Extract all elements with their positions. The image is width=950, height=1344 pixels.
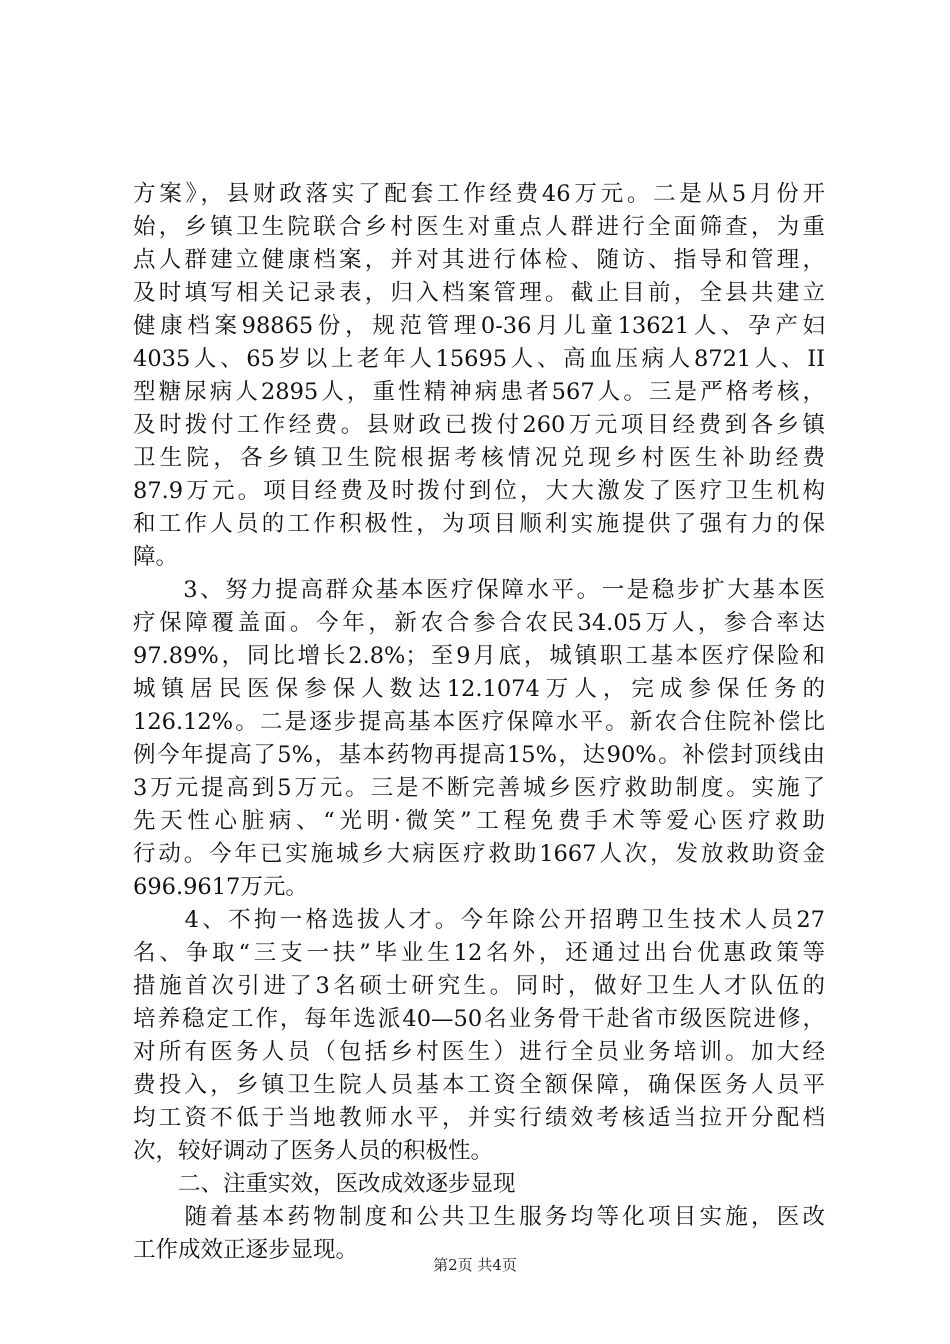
text-line: 及时填写相关记录表，归入档案管理。截止目前，全县共建立 bbox=[133, 280, 825, 306]
section-heading: 二、注重实效，医改成效逐步显现 bbox=[133, 1171, 516, 1197]
text-line: 费投入，乡镇卫生院人员基本工资全额保障，确保医务人员平 bbox=[133, 1072, 825, 1098]
text-line: 疗保障覆盖面。今年，新农合参合农民34.05万人，参合率达 bbox=[133, 610, 825, 636]
text-line: 工作成效正逐步显现。 bbox=[133, 1237, 359, 1263]
text-line: 696.9617万元。 bbox=[133, 874, 308, 900]
text-line: 先天性心脏病、“光明·微笑”工程免费手术等爱心医疗救助 bbox=[133, 808, 825, 834]
text-line: 随着基本药物制度和公共卫生服务均等化项目实施，医改 bbox=[133, 1204, 825, 1230]
text-line: 方案》，县财政落实了配套工作经费46万元。二是从5月份开 bbox=[133, 181, 825, 207]
text-line: 障。 bbox=[133, 544, 179, 570]
text-line: 型糖尿病人2895人，重性精神病患者567人。三是严格考核， bbox=[133, 379, 825, 405]
body-text bbox=[133, 178, 825, 1267]
text-line: 城镇居民医保参保人数达12.1074万人，完成参保任务的 bbox=[133, 676, 825, 702]
text-line: 87.9万元。项目经费及时拨付到位，大大激发了医疗卫生机构 bbox=[133, 478, 825, 504]
text-line: 培养稳定工作，每年选派40—50名业务骨干赴省市级医院进修， bbox=[133, 1006, 825, 1032]
text-line: 始，乡镇卫生院联合乡村医生对重点人群进行全面筛查，为重 bbox=[133, 214, 825, 240]
text-line: 126.12%。二是逐步提高基本医疗保障水平。新农合住院补偿比 bbox=[133, 709, 825, 735]
text-line: 行动。今年已实施城乡大病医疗救助1667人次，发放救助资金 bbox=[133, 841, 825, 867]
text-line: 4、不拘一格选拔人才。今年除公开招聘卫生技术人员27 bbox=[133, 907, 825, 933]
text-line: 对所有医务人员（包括乡村医生）进行全员业务培训。加大经 bbox=[133, 1039, 825, 1065]
text-line: 97.89%，同比增长2.8%；至9月底，城镇职工基本医疗保险和 bbox=[133, 643, 825, 669]
text-line: 及时拨付工作经费。县财政已拨付260万元项目经费到各乡镇 bbox=[133, 412, 825, 438]
text-line: 3万元提高到5万元。三是不断完善城乡医疗救助制度。实施了 bbox=[133, 775, 825, 801]
text-line: 和工作人员的工作积极性，为项目顺利实施提供了强有力的保 bbox=[133, 511, 825, 537]
text-line: 点人群建立健康档案，并对其进行体检、随访、指导和管理， bbox=[133, 247, 825, 273]
text-line: 卫生院，各乡镇卫生院根据考核情况兑现乡村医生补助经费 bbox=[133, 445, 825, 471]
text-line: 名、争取“三支一扶”毕业生12名外，还通过出台优惠政策等 bbox=[133, 940, 825, 966]
page-footer: 第2页 共4页 bbox=[433, 1256, 517, 1274]
text-line: 均工资不低于当地教师水平，并实行绩效考核适当拉开分配档 bbox=[133, 1105, 825, 1131]
text-line: 例今年提高了5%，基本药物再提高15%，达90%。补偿封顶线由 bbox=[133, 742, 825, 768]
text-line: 健康档案98865份，规范管理0-36月儿童13621人、孕产妇 bbox=[133, 313, 825, 339]
text-line: 4035人、65岁以上老年人15695人、高血压病人8721人、II bbox=[133, 346, 825, 372]
text-line: 措施首次引进了3名硕士研究生。同时，做好卫生人才队伍的 bbox=[133, 973, 825, 999]
text-line: 次，较好调动了医务人员的积极性。 bbox=[133, 1138, 494, 1164]
text-line: 3、努力提高群众基本医疗保障水平。一是稳步扩大基本医 bbox=[133, 577, 825, 603]
